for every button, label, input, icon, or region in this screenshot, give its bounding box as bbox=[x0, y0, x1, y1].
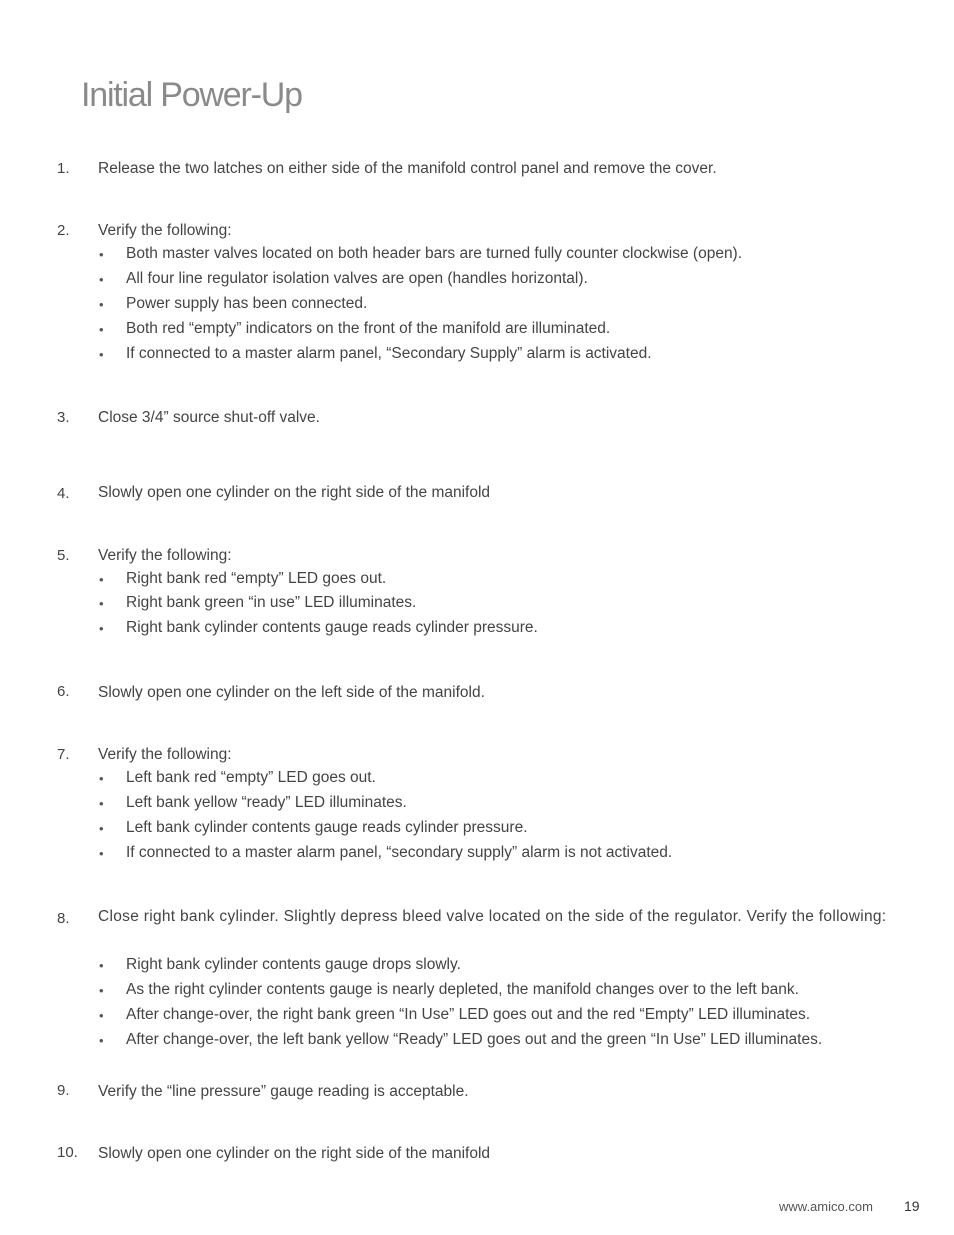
step-text: Verify the following: bbox=[98, 746, 232, 763]
bullet-marker: • bbox=[99, 771, 104, 786]
step-text: Verify the following: bbox=[98, 547, 232, 564]
bullet-item: Power supply has been connected. bbox=[126, 295, 368, 312]
page-title: Initial Power-Up bbox=[81, 76, 302, 114]
bullet-item: Left bank yellow “ready” LED illuminates. bbox=[126, 794, 407, 811]
bullet-marker: • bbox=[99, 347, 104, 362]
bullet-marker: • bbox=[99, 297, 104, 312]
step-text: Verify the following: bbox=[98, 222, 232, 239]
bullet-item: Both red “empty” indicators on the front of the manifold are illuminated. bbox=[126, 320, 611, 337]
step-text: Slowly open one cylinder on the right side of the manifold bbox=[98, 1145, 491, 1162]
bullet-marker: • bbox=[99, 596, 104, 611]
step-text: Close 3/4” source shut-off valve. bbox=[98, 409, 320, 426]
bullet-item: Left bank red “empty” LED goes out. bbox=[126, 769, 376, 786]
step-number: 1. bbox=[57, 160, 70, 177]
bullet-item: Both master valves located on both header bars are turned fully counter clockwise (open). bbox=[126, 245, 743, 262]
bullet-item: After change-over, the right bank green “In Use” LED goes out and the red “Empty” LED illuminates. bbox=[126, 1006, 811, 1023]
step-number: 9. bbox=[57, 1082, 70, 1099]
step-text: Close right bank cylinder. Slightly depress bleed valve located on the side of the regulator. Verify the following: bbox=[98, 908, 887, 925]
bullet-marker: • bbox=[99, 846, 104, 861]
page-number: 19 bbox=[904, 1198, 920, 1214]
step-number: 2. bbox=[57, 222, 70, 239]
bullet-marker: • bbox=[99, 1008, 104, 1023]
step-number: 6. bbox=[57, 683, 70, 700]
bullet-marker: • bbox=[99, 572, 104, 587]
bullet-marker: • bbox=[99, 796, 104, 811]
bullet-item: Right bank cylinder contents gauge reads cylinder pressure. bbox=[126, 619, 538, 636]
bullet-marker: • bbox=[99, 1033, 104, 1048]
step-number: 10. bbox=[57, 1144, 78, 1161]
step-text: Slowly open one cylinder on the right side of the manifold bbox=[98, 484, 491, 501]
bullet-item: Right bank cylinder contents gauge drops slowly. bbox=[126, 956, 461, 973]
step-number: 3. bbox=[57, 409, 70, 426]
bullet-item: If connected to a master alarm panel, “Secondary Supply” alarm is activated. bbox=[126, 345, 652, 362]
step-text: Verify the “line pressure” gauge reading is acceptable. bbox=[98, 1083, 469, 1100]
bullet-marker: • bbox=[99, 983, 104, 998]
bullet-marker: • bbox=[99, 958, 104, 973]
step-text: Release the two latches on either side of the manifold control panel and remove the cover. bbox=[98, 160, 717, 177]
bullet-marker: • bbox=[99, 322, 104, 337]
step-number: 8. bbox=[57, 910, 70, 927]
bullet-marker: • bbox=[99, 621, 104, 636]
step-text: Slowly open one cylinder on the left side of the manifold. bbox=[98, 684, 485, 701]
bullet-marker: • bbox=[99, 247, 104, 262]
bullet-marker: • bbox=[99, 272, 104, 287]
bullet-item: As the right cylinder contents gauge is nearly depleted, the manifold changes over to the left bank. bbox=[126, 981, 799, 998]
bullet-item: All four line regulator isolation valves are open (handles horizontal). bbox=[126, 270, 588, 287]
footer-url[interactable]: www.amico.com bbox=[779, 1199, 873, 1214]
bullet-item: Left bank cylinder contents gauge reads cylinder pressure. bbox=[126, 819, 528, 836]
step-number: 5. bbox=[57, 547, 70, 564]
bullet-marker: • bbox=[99, 821, 104, 836]
bullet-item: Right bank red “empty” LED goes out. bbox=[126, 570, 387, 587]
step-number: 7. bbox=[57, 746, 70, 763]
bullet-item: If connected to a master alarm panel, “secondary supply” alarm is not activated. bbox=[126, 844, 673, 861]
step-number: 4. bbox=[57, 485, 70, 502]
bullet-item: Right bank green “in use” LED illuminates. bbox=[126, 594, 417, 611]
bullet-item: After change-over, the left bank yellow “Ready” LED goes out and the green “In Use” LED illuminates. bbox=[126, 1031, 823, 1048]
